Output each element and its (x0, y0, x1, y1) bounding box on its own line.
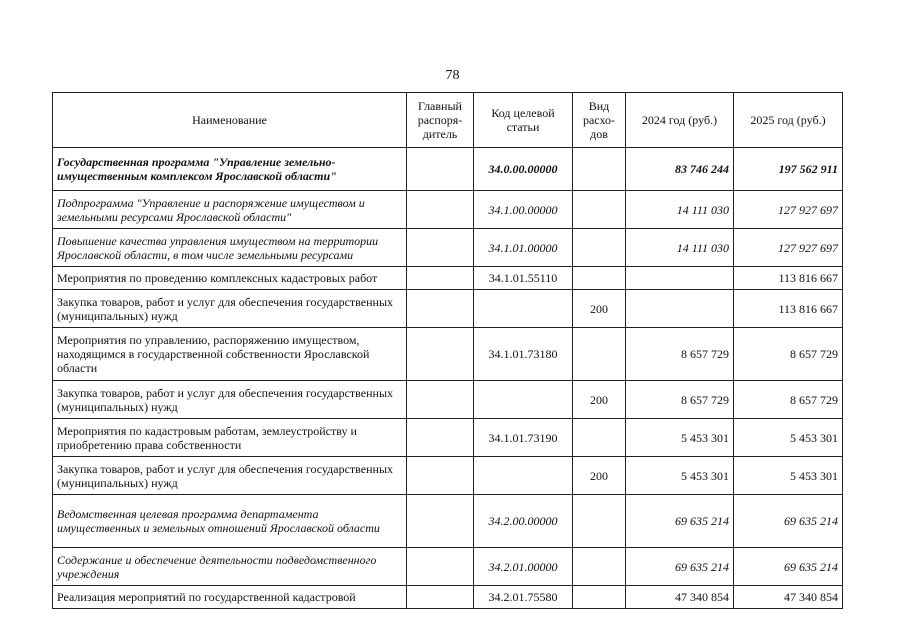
row-code: 34.2.00.00000 (474, 495, 573, 548)
row-vid: 200 (573, 290, 626, 328)
table-row (53, 191, 843, 229)
row-2024: 8 657 729 (626, 381, 734, 419)
row-grbs (407, 229, 474, 267)
row-name: Подпрограмма "Управление и распоряжение имуществом и земельными ресурсами Ярославской области" (53, 191, 407, 229)
row-2024 (626, 267, 734, 290)
row-name: Содержание и обеспечение деятельности подведомственного учреждения (53, 548, 407, 586)
table-row (53, 381, 843, 419)
row-code: 34.0.00.00000 (474, 148, 573, 191)
row-vid: 200 (573, 457, 626, 495)
row-grbs (407, 191, 474, 229)
row-2025: 113 816 667 (734, 267, 843, 290)
row-2024: 83 746 244 (626, 148, 734, 191)
row-2024: 14 111 030 (626, 229, 734, 267)
row-2024: 47 340 854 (626, 586, 734, 609)
row-2025: 5 453 301 (734, 457, 843, 495)
row-vid (573, 148, 626, 191)
row-2025: 113 816 667 (734, 290, 843, 328)
row-2025: 69 635 214 (734, 495, 843, 548)
row-vid (573, 495, 626, 548)
row-code: 34.2.01.00000 (474, 548, 573, 586)
header-2024: 2024 год (руб.) (626, 93, 734, 148)
row-code: 34.2.01.75580 (474, 586, 573, 609)
row-2025: 127 927 697 (734, 191, 843, 229)
row-grbs (407, 290, 474, 328)
row-code: 34.1.01.00000 (474, 229, 573, 267)
header-name: Наименование (53, 93, 407, 148)
row-code: 34.1.00.00000 (474, 191, 573, 229)
header-code: Код целевой статьи (474, 93, 573, 148)
row-name: Государственная программа "Управление земельно-имущественным комплексом Ярославской области" (53, 148, 407, 191)
row-vid (573, 267, 626, 290)
row-vid (573, 419, 626, 457)
row-vid (573, 229, 626, 267)
row-grbs (407, 586, 474, 609)
row-name: Реализация мероприятий по государственной кадастровой (53, 586, 407, 609)
row-2025: 69 635 214 (734, 548, 843, 586)
row-2025: 47 340 854 (734, 586, 843, 609)
row-grbs (407, 419, 474, 457)
row-code: 34.1.01.73180 (474, 328, 573, 381)
table-row (53, 267, 843, 290)
header-grbs: Главный распоря-дитель (407, 93, 474, 148)
table-header-row (53, 93, 843, 148)
row-name: Мероприятия по проведению комплексных кадастровых работ (53, 267, 407, 290)
row-grbs (407, 548, 474, 586)
table-row (53, 328, 843, 381)
table-row (53, 290, 843, 328)
row-vid (573, 191, 626, 229)
row-code: 34.1.01.55110 (474, 267, 573, 290)
row-2024 (626, 290, 734, 328)
row-grbs (407, 267, 474, 290)
row-grbs (407, 495, 474, 548)
table-row (53, 229, 843, 267)
row-vid (573, 548, 626, 586)
row-2025: 8 657 729 (734, 328, 843, 381)
row-grbs (407, 457, 474, 495)
row-2024: 8 657 729 (626, 328, 734, 381)
row-2025: 127 927 697 (734, 229, 843, 267)
row-name: Закупка товаров, работ и услуг для обеспечения государственных (муниципальных) нужд (53, 381, 407, 419)
header-vid: Вид расхо-дов (573, 93, 626, 148)
row-name: Мероприятия по управлению, распоряжению имуществом, находящимся в государственной собственности Ярославской области (53, 328, 407, 381)
row-2024: 69 635 214 (626, 548, 734, 586)
row-2024: 69 635 214 (626, 495, 734, 548)
row-code (474, 457, 573, 495)
table-row (53, 419, 843, 457)
row-name: Ведомственная целевая программа департамента имущественных и земельных отношений Ярославской области (53, 495, 407, 548)
table-row (53, 457, 843, 495)
table-row (53, 495, 843, 548)
row-name: Закупка товаров, работ и услуг для обеспечения государственных (муниципальных) нужд (53, 457, 407, 495)
budget-table (52, 92, 843, 609)
table-row (53, 586, 843, 609)
row-2025: 197 562 911 (734, 148, 843, 191)
row-name: Мероприятия по кадастровым работам, землеустройству и приобретению права собственности (53, 419, 407, 457)
row-2025: 5 453 301 (734, 419, 843, 457)
row-code (474, 290, 573, 328)
row-grbs (407, 328, 474, 381)
row-grbs (407, 381, 474, 419)
row-vid (573, 328, 626, 381)
row-grbs (407, 148, 474, 191)
row-2024: 5 453 301 (626, 419, 734, 457)
row-vid (573, 586, 626, 609)
header-2025: 2025 год (руб.) (734, 93, 843, 148)
row-name: Закупка товаров, работ и услуг для обеспечения государственных (муниципальных) нужд (53, 290, 407, 328)
row-name: Повышение качества управления имуществом на территории Ярославской области, в том числе земельными ресурсами (53, 229, 407, 267)
row-2024: 5 453 301 (626, 457, 734, 495)
row-code (474, 381, 573, 419)
row-code: 34.1.01.73190 (474, 419, 573, 457)
row-2025: 8 657 729 (734, 381, 843, 419)
table-row (53, 148, 843, 191)
table-row (53, 548, 843, 586)
row-vid: 200 (573, 381, 626, 419)
row-2024: 14 111 030 (626, 191, 734, 229)
page-number: 78 (445, 68, 460, 83)
